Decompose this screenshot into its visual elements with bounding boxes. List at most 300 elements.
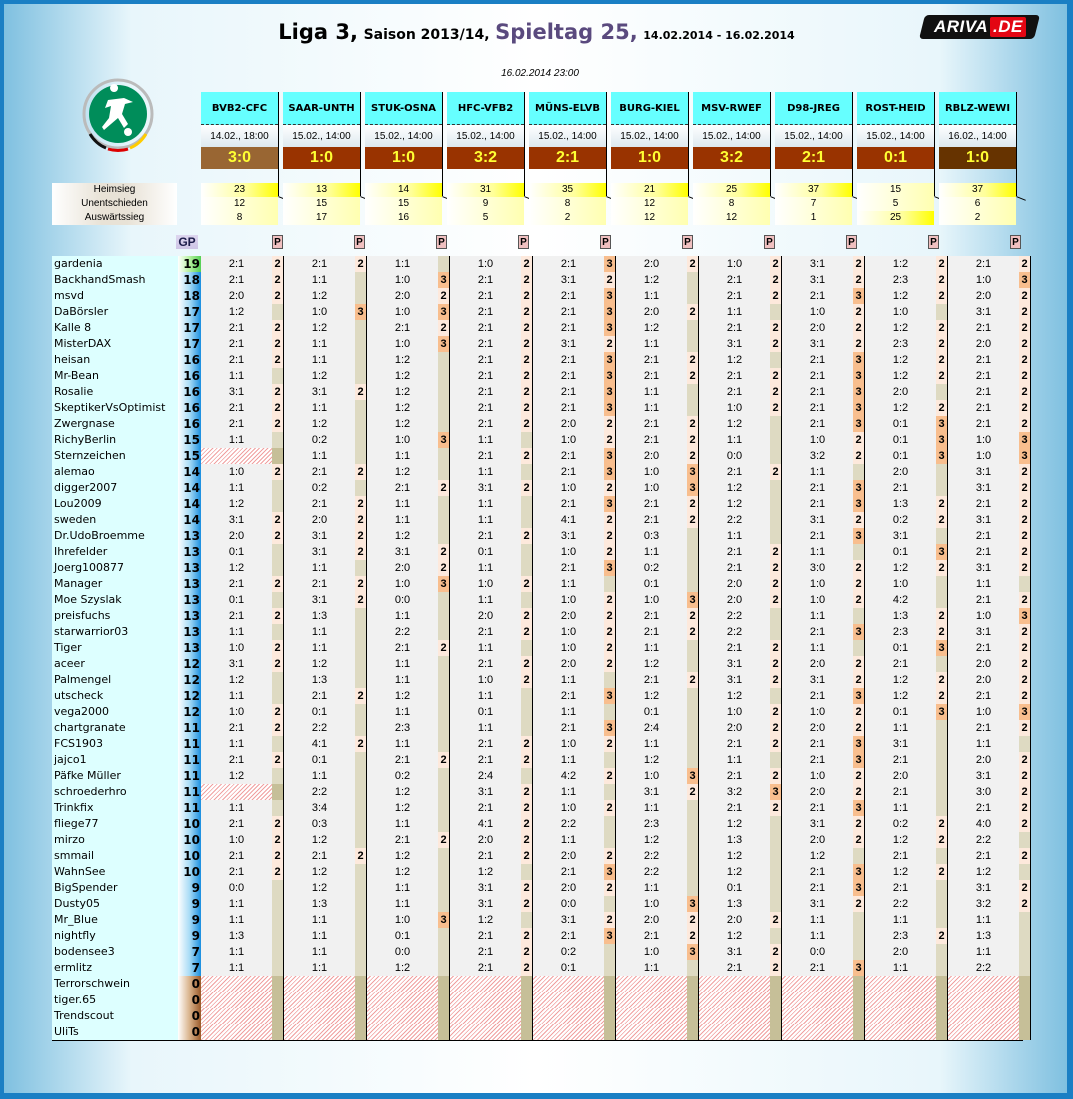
tip-points: 2 [521,320,533,336]
player-name[interactable]: schroederhro [52,784,178,800]
tip-points [521,976,533,992]
player-total-points: 11 [178,800,201,816]
tip-cell: 1:1 [616,640,687,656]
tip-points: 3 [438,912,450,928]
tip-cell: 0:0 [782,944,853,960]
tip-points [1019,736,1031,752]
player-name[interactable]: alemao [52,464,178,480]
tip-points: 2 [853,896,865,912]
points-header: P [1010,235,1021,249]
tip-stat-away: 8 [201,211,278,225]
tip-cell: 2:1 [948,800,1019,816]
tip-points: 2 [604,592,616,608]
player-name[interactable]: utscheck [52,688,178,704]
tip-points: 2 [687,352,699,368]
tip-points [355,624,367,640]
match-divider [688,92,689,196]
tip-points [853,944,865,960]
tip-cell: 1:2 [865,864,936,880]
player-name[interactable]: RichyBerlin [52,432,178,448]
tip-cell: 2:1 [450,944,521,960]
tip-points: 2 [604,416,616,432]
player-name[interactable]: FCS1903 [52,736,178,752]
player-total-points: 9 [178,880,201,896]
tip-points [770,304,782,320]
tip-points: 3 [604,352,616,368]
tip-cell: 1:0 [782,432,853,448]
player-name[interactable]: Terrorschwein [52,976,178,992]
player-name[interactable]: SkeptikerVsOptimist [52,400,178,416]
tip-points [438,592,450,608]
tip-points [355,272,367,288]
tip-points: 2 [853,320,865,336]
tip-cell: 0:1 [284,704,355,720]
table-row [52,608,1031,624]
tip-points [687,288,699,304]
tip-cell: 1:1 [367,816,438,832]
tip-points: 3 [853,736,865,752]
player-name[interactable]: msvd [52,288,178,304]
tip-points [438,352,450,368]
player-name[interactable]: Tiger [52,640,178,656]
tip-points [936,784,948,800]
tip-cell: 2:0 [616,304,687,320]
tip-points [770,816,782,832]
tip-cell: 2:1 [948,640,1019,656]
player-total-points: 17 [178,320,201,336]
tip-points: 3 [936,448,948,464]
player-name[interactable]: Zwergnase [52,416,178,432]
tip-cell: 3:0 [948,784,1019,800]
tip-points: 2 [770,320,782,336]
tip-cell: 2:1 [865,848,936,864]
tip-cell: 2:1 [616,624,687,640]
tip-cell: 2:1 [865,880,936,896]
tip-cell: 1:2 [865,672,936,688]
tip-points: 2 [936,928,948,944]
tip-points [770,432,782,448]
player-name[interactable]: nightfly [52,928,178,944]
tip-points [770,752,782,768]
player-name[interactable]: bodensee3 [52,944,178,960]
tip-points: 2 [521,528,533,544]
tip-points: 2 [604,848,616,864]
tip-points [853,544,865,560]
player-name[interactable]: digger2007 [52,480,178,496]
player-name[interactable]: Dr.UdoBroemme [52,528,178,544]
tip-points: 3 [853,288,865,304]
player-name[interactable]: jajco1 [52,752,178,768]
tip-cell: 1:2 [367,464,438,480]
tip-cell: 2:0 [948,672,1019,688]
tip-cell: 3:2 [948,896,1019,912]
tip-stat-home: 37 [775,183,852,197]
player-name[interactable]: Mr-Bean [52,368,178,384]
tip-cell: 2:1 [450,352,521,368]
tip-cell: 3:1 [533,272,604,288]
tip-points: 3 [936,704,948,720]
tip-cell: 1:2 [699,816,770,832]
table-row [52,384,1031,400]
tip-points: 3 [604,320,616,336]
tip-cell: 1:1 [367,896,438,912]
tip-points: 2 [521,800,533,816]
tip-points: 3 [687,944,699,960]
player-name[interactable]: preisfuchs [52,608,178,624]
tip-points [355,448,367,464]
tip-cell: 2:1 [948,256,1019,272]
player-total-points: 13 [178,528,201,544]
no-tip-cell [450,976,521,992]
tip-points: 2 [687,928,699,944]
tip-cell: 1:0 [533,736,604,752]
tip-points [770,1024,782,1040]
no-tip-cell [284,976,355,992]
tip-points [936,752,948,768]
match-tip-stats [365,183,442,225]
tip-points: 2 [1019,592,1031,608]
no-tip-cell [201,784,272,800]
tip-points: 2 [687,256,699,272]
tip-cell: 2:1 [201,608,272,624]
tip-cell: 2:1 [782,864,853,880]
tip-points: 3 [604,384,616,400]
player-name[interactable]: Sternzeichen [52,448,178,464]
player-name[interactable]: Lou2009 [52,496,178,512]
tip-cell: 2:1 [533,720,604,736]
tip-cell: 1:2 [699,496,770,512]
player-name[interactable]: MisterDAX [52,336,178,352]
player-name[interactable]: Dusty05 [52,896,178,912]
tip-cell: 1:1 [367,672,438,688]
tip-points [272,448,284,464]
tip-points: 2 [853,304,865,320]
tip-points: 3 [853,496,865,512]
tip-points: 2 [853,576,865,592]
tip-cell: 1:0 [201,640,272,656]
tip-cell: 2:0 [699,912,770,928]
player-name[interactable]: Trendscout [52,1008,178,1024]
player-name[interactable]: vega2000 [52,704,178,720]
tip-cell: 2:0 [782,656,853,672]
tip-cell: 2:1 [201,848,272,864]
tip-points: 2 [272,320,284,336]
tip-points: 2 [936,256,948,272]
tip-points [687,400,699,416]
tip-points [355,288,367,304]
player-name[interactable]: WahnSee [52,864,178,880]
table-row [52,848,1031,864]
tip-points: 2 [936,560,948,576]
player-name[interactable]: Mr_Blue [52,912,178,928]
tip-cell: 4:1 [533,512,604,528]
tip-cell: 3:1 [284,592,355,608]
player-name[interactable]: DaBörsler [52,304,178,320]
player-name[interactable]: BigSpender [52,880,178,896]
table-row [52,576,1031,592]
tip-cell: 2:1 [782,752,853,768]
tip-points: 3 [438,304,450,320]
table-row [52,544,1031,560]
tip-points: 3 [1019,608,1031,624]
tip-points: 3 [853,800,865,816]
player-name[interactable]: smmail [52,848,178,864]
tip-cell: 2:1 [782,368,853,384]
player-name[interactable]: Ihrefelder [52,544,178,560]
tip-cell: 2:2 [533,816,604,832]
tip-points: 2 [521,272,533,288]
tip-cell: 2:1 [533,496,604,512]
tip-cell: 1:1 [367,496,438,512]
league-title: Liga 3, [278,20,358,44]
tip-cell: 1:1 [782,544,853,560]
tip-cell: 1:1 [201,368,272,384]
player-name[interactable]: Moe Szyslak [52,592,178,608]
tip-points: 2 [272,416,284,432]
match-name: SAAR-UNTH [283,92,360,125]
player-total-points: 13 [178,624,201,640]
tip-stat-home: 15 [857,183,934,197]
player-name[interactable]: mirzo [52,832,178,848]
tip-points [355,896,367,912]
tip-points: 2 [936,320,948,336]
tip-cell: 3:1 [201,384,272,400]
tip-cell: 2:1 [533,560,604,576]
tip-points [853,976,865,992]
table-row [52,672,1031,688]
tip-cell: 2:1 [782,528,853,544]
tip-cell: 2:1 [948,400,1019,416]
tip-points: 3 [687,768,699,784]
tip-cell: 2:0 [616,448,687,464]
tip-cell: 1:2 [616,320,687,336]
tip-points: 2 [687,368,699,384]
tip-cell: 2:3 [865,336,936,352]
tip-points: 2 [272,640,284,656]
no-tip-cell [284,1008,355,1024]
tip-cell: 0:1 [201,544,272,560]
tip-points [355,432,367,448]
tip-points: 2 [272,848,284,864]
player-name[interactable]: Päfke Müller [52,768,178,784]
player-name[interactable]: Joerg100877 [52,560,178,576]
tip-cell: 2:0 [450,608,521,624]
tip-points [604,1024,616,1040]
tip-points [438,688,450,704]
tip-points [1019,976,1031,992]
tip-cell: 1:2 [367,528,438,544]
tip-cell: 1:0 [367,336,438,352]
tip-cell: 1:0 [616,480,687,496]
tip-cell: 1:1 [367,448,438,464]
player-total-points: 16 [178,368,201,384]
player-name[interactable]: ermlitz [52,960,178,976]
tip-cell: 2:1 [450,400,521,416]
player-total-points: 19 [178,256,201,272]
tip-points [687,720,699,736]
player-name[interactable]: sweden [52,512,178,528]
tip-points: 2 [355,688,367,704]
tip-points: 2 [355,464,367,480]
tip-cell: 2:1 [782,736,853,752]
tip-cell: 2:1 [450,384,521,400]
tip-cell: 2:2 [616,864,687,880]
tip-points [521,512,533,528]
player-name[interactable]: gardenia [52,256,178,272]
tip-cell: 3:1 [782,672,853,688]
player-name[interactable]: starwarrior03 [52,624,178,640]
ariva-logo[interactable] [919,15,1040,39]
tip-cell: 0:2 [616,560,687,576]
tip-stat-away: 2 [939,211,1016,225]
tip-cell: 2:1 [948,352,1019,368]
tip-cell: 2:1 [533,864,604,880]
match-tip-stats [201,183,278,225]
tip-cell: 0:2 [533,944,604,960]
player-name[interactable]: tiger.65 [52,992,178,1008]
tip-points [936,896,948,912]
match-header [857,92,934,169]
player-name[interactable]: UliTs [52,1024,178,1040]
tip-points [853,928,865,944]
tip-points: 2 [272,528,284,544]
tip-cell: 0:1 [450,704,521,720]
tip-cell: 1:2 [699,848,770,864]
tip-points [687,864,699,880]
tip-points [604,816,616,832]
table-row [52,352,1031,368]
tip-cell: 1:2 [367,688,438,704]
tip-cell: 1:3 [865,608,936,624]
tip-points [936,384,948,400]
tip-cell: 1:2 [284,320,355,336]
tip-cell: 1:0 [616,896,687,912]
match-divider [770,92,771,196]
table-row [52,432,1031,448]
tip-points [355,912,367,928]
tip-points: 2 [521,448,533,464]
tip-cell: 3:1 [284,544,355,560]
no-tip-cell [699,1024,770,1040]
tip-cell: 2:1 [699,560,770,576]
tip-points: 2 [1019,352,1031,368]
table-row [52,912,1031,928]
tip-cell: 2:1 [201,752,272,768]
tip-points: 2 [1019,768,1031,784]
tip-points [1019,912,1031,928]
table-row [52,640,1031,656]
tip-cell: 2:1 [450,800,521,816]
tip-points: 2 [604,336,616,352]
player-name[interactable]: Manager [52,576,178,592]
tip-cell: 3:1 [782,272,853,288]
tip-cell: 1:3 [284,608,355,624]
no-tip-cell [616,992,687,1008]
no-tip-cell [699,1008,770,1024]
tip-cell: 1:1 [284,272,355,288]
tip-cell: 3:1 [865,528,936,544]
tip-points: 3 [687,480,699,496]
tip-cell: 1:2 [201,304,272,320]
tip-points: 2 [853,832,865,848]
tip-points [1019,1024,1031,1040]
tip-points [936,720,948,736]
tip-points: 3 [853,688,865,704]
player-name[interactable]: Trinkfix [52,800,178,816]
tip-cell: 3:1 [284,528,355,544]
player-name[interactable]: Palmengel [52,672,178,688]
tip-points [438,496,450,512]
player-name[interactable]: BackhandSmash [52,272,178,288]
player-name[interactable]: chartgranate [52,720,178,736]
tip-points: 2 [272,512,284,528]
no-tip-cell [865,1024,936,1040]
player-name[interactable]: Kalle 8 [52,320,178,336]
tip-points: 2 [1019,496,1031,512]
tip-cell: 1:2 [201,496,272,512]
tip-points [355,480,367,496]
tip-cell: 1:2 [865,832,936,848]
tip-points: 2 [1019,400,1031,416]
tip-points [853,640,865,656]
match-tip-stats [283,183,360,225]
player-total-points: 13 [178,576,201,592]
tip-cell: 1:2 [367,400,438,416]
tip-cell: 1:1 [284,400,355,416]
tip-cell: 2:1 [782,352,853,368]
tip-points [604,832,616,848]
match-divider [606,92,607,196]
player-name[interactable]: Rosalie [52,384,178,400]
tip-cell: 1:0 [533,480,604,496]
tip-cell: 1:1 [948,944,1019,960]
tip-table [52,256,1031,1040]
tip-cell: 2:1 [948,720,1019,736]
match-date: 16.02., 14:00 [939,125,1016,147]
tip-cell: 1:1 [201,736,272,752]
tip-cell: 1:0 [865,576,936,592]
player-total-points: 17 [178,336,201,352]
tip-cell: 1:1 [450,720,521,736]
player-name[interactable]: fliege77 [52,816,178,832]
tip-cell: 2:1 [533,304,604,320]
tip-cell: 0:0 [367,592,438,608]
tip-cell: 2:2 [865,896,936,912]
tip-stat-draw: 15 [283,197,360,211]
tip-points: 3 [853,528,865,544]
tip-points: 2 [438,752,450,768]
tip-cell: 2:1 [450,736,521,752]
tip-cell: 2:1 [450,848,521,864]
tip-cell: 1:0 [616,592,687,608]
tip-cell: 1:1 [533,704,604,720]
player-name[interactable]: heisan [52,352,178,368]
tip-points [687,384,699,400]
tip-cell: 1:0 [367,432,438,448]
match-result: 2:1 [529,147,606,169]
tip-points: 2 [853,448,865,464]
tip-points: 3 [853,352,865,368]
match-name: MSV-RWEF [693,92,770,125]
date-range: 14.02.2014 - 16.02.2014 [643,29,795,42]
tip-cell: 2:1 [948,848,1019,864]
tip-points: 2 [1019,624,1031,640]
tip-points: 2 [687,784,699,800]
player-total-points: 13 [178,560,201,576]
tip-points [604,704,616,720]
player-total-points: 0 [178,1024,201,1040]
player-name[interactable]: aceer [52,656,178,672]
